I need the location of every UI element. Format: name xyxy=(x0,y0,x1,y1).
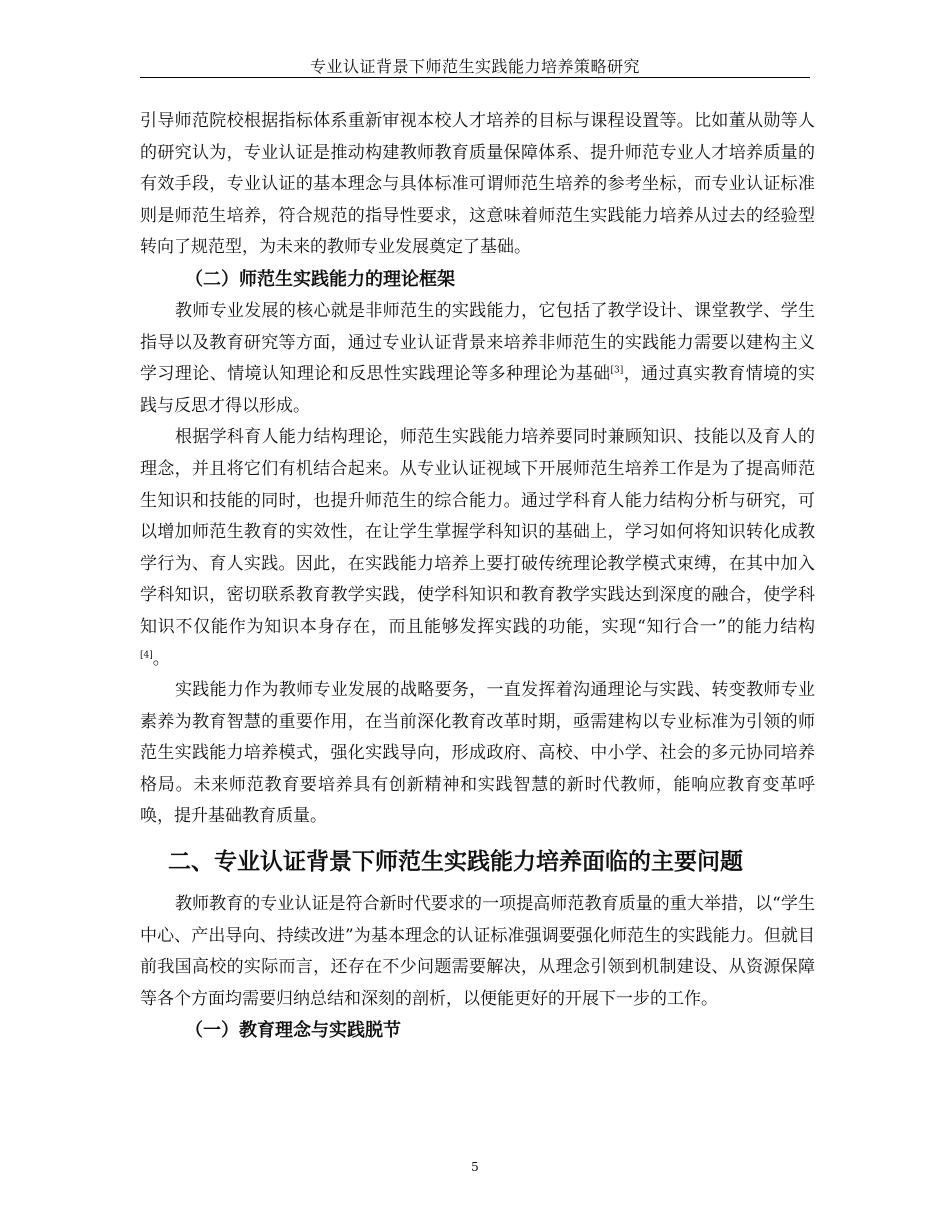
paragraph-text: ，通过真实教育情境的实践与反思才得以形成。 xyxy=(140,364,816,416)
citation-ref[interactable]: [3] xyxy=(610,365,624,376)
running-header: 专业认证背景下师范生实践能力培养策略研究 xyxy=(309,57,640,76)
paragraph-text: 教师专业发展的核心就是非师范生的实践能力，它包括了教学设计、课堂教学、学生指导以及教育研究等方面，通过专业认证背景来培养非师范生的实践能力需要以建构主义学习理论、情境认知理论和反思性实践理论等多种理论为基础 xyxy=(140,300,815,385)
subsection-heading-theory-framework: （二）师范生实践能力的理论框架 xyxy=(185,268,455,290)
section-heading-main-problems: 二、专业认证背景下师范生实践能力培养面临的主要问题 xyxy=(168,849,743,876)
header-rule xyxy=(140,77,810,78)
paragraph-strategic-importance: 实践能力作为教师专业发展的战略要务，一直发挥着沟通理论与实践、转变教师专业素养为教育智慧的重要作用，在当前深化教育改革时期，亟需建构以专业标准为引领的师范生实践能力培养模式，强化实践导向，形成政府、高校、中小学、社会的多元协同培养格局。未来师范教育要培养具有创新精神和实践智慧的新时代教师，能响应教育变革呼唤，提升基础教育质量。 xyxy=(140,680,815,827)
paragraph-text: 根据学科育人能力结构理论，师范生实践能力培养要同时兼顾知识、技能以及育人的理念，并且将它们有机结合起来。从专业认证视域下开展师范生培养工作是为了提高师范生知识和技能的同时，也提升师范生的综合能力。通过学科育人能力结构分析与研究，可以增加师范生教育的实效性，在让学生掌握学科知识的基础上，学习如何将知识转化成教学行为、育人实践。因此，在实践能力培养上要打破传统理论教学模式束缚，在其中加入学科知识，密切联系教育教学实践，使学科知识和教育教学实践达到深度的融合，使学科知识不仅能作为知识本身存在，而且能够发挥实践的功能，实现“知行合一”的能力结构 xyxy=(140,427,815,637)
subsection-heading-concept-disconnect: （一）教育理念与实践脱节 xyxy=(185,1020,401,1042)
page-number: 5 xyxy=(471,1160,479,1174)
citation-ref[interactable]: [4] xyxy=(140,649,153,660)
paragraph-certification-measures: 教师教育的专业认证是符合新时代要求的一项提高师范教育质量的重大举措，以“学生中心、产出导向、持续改进”为基本理念的认证标准强调要强化师范生的实践能力。但就目前我国高校的实际而言，还存在不少问题需要解决，从理念引领到机制建设、从资源保障等各个方面均需要归纳总结和深刻的剖析，以便能更好的开展下一步的工作。 xyxy=(140,894,815,1009)
paragraph-text: 。 xyxy=(152,648,170,669)
paragraph-subject-education xyxy=(140,422,815,675)
paragraph-core-practice xyxy=(140,296,815,422)
paragraph-continuation: 引导师范院校根据指标体系重新审视本校人才培养的目标与课程设置等。比如董从勋等人的研究认为，专业认证是推动构建教师教育质量保障体系、提升师范专业人才培养质量的有效手段，专业认证的基本理念与具体标准可谓师范生培养的参考坐标，而专业认证标准则是师范生培养，符合规范的指导性要求，这意味着师范生实践能力培养从过去的经验型转向了规范型，为未来的教师专业发展奠定了基础。 xyxy=(140,111,815,258)
page-body xyxy=(140,106,815,1047)
